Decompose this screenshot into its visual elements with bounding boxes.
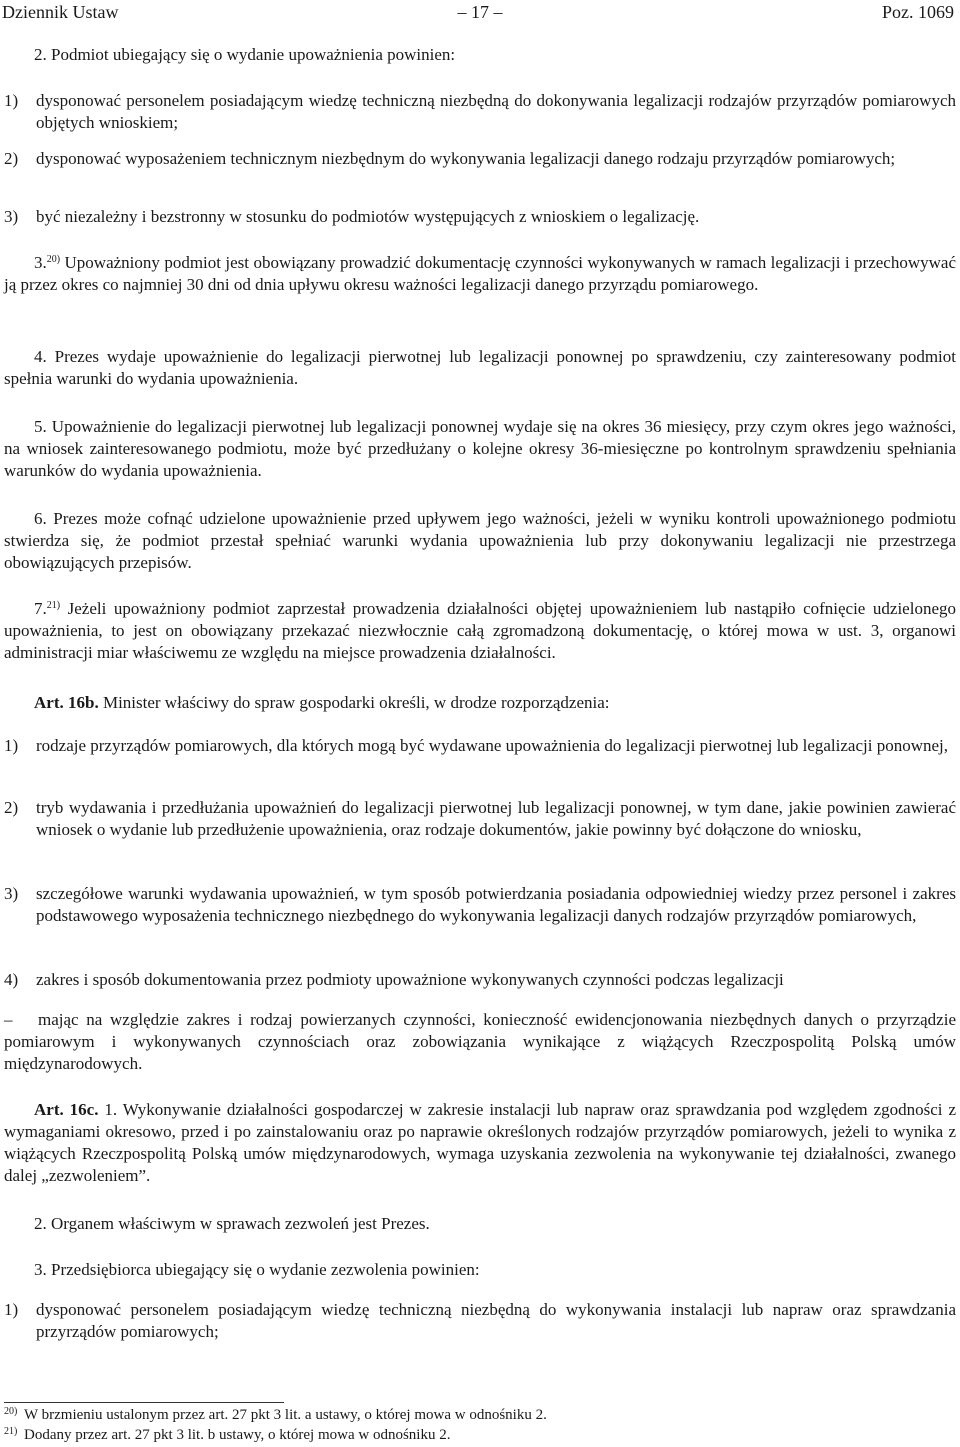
article-16b-heading: Art. 16b. <box>34 693 99 712</box>
list-item <box>4 969 956 991</box>
footnote-separator <box>4 1402 284 1403</box>
list-item <box>4 90 956 134</box>
list-item-number: 1) <box>4 1300 19 1319</box>
list-item-number: 1) <box>4 91 19 110</box>
article-16c-paragraph-2: 2. Organem właściwym w sprawach zezwoleń jest Prezes. <box>34 1214 430 1233</box>
list-item-text: rodzaje przyrządów pomiarowych, dla których mogą być wydawane upoważnienia do legalizacji pierwotnej lub legalizacji ponownej, <box>36 736 948 755</box>
footnote-ref-20: 20) <box>46 254 61 265</box>
list-item <box>4 883 956 927</box>
paragraph-6: 6. Prezes może cofnąć udzielone upoważnienie przed upływem jego ważności, jeżeli w wyniku kontroli upoważnionego podmiotu stwierdza się, że podmiot przestał spełniać warunki wydania upoważnienia lub przy dokonywaniu legalizacji nie przestrzega obowiązujących przepisów. <box>4 509 956 572</box>
footnote-text: Dodany przez art. 27 pkt 3 lit. b ustawy, o której mowa w odnośniku 2. <box>24 1427 451 1443</box>
paragraph-4: 4. Prezes wydaje upoważnienie do legalizacji pierwotnej lub legalizacji ponownej po sprawdzeniu, czy zainteresowany podmiot spełnia warunki do wydania upoważnienia. <box>4 347 956 388</box>
list-item-number: 2) <box>4 149 19 168</box>
paragraph-7-number: 7. <box>34 599 47 618</box>
article-16b-intro <box>4 692 956 714</box>
page-number: – 17 – <box>457 2 503 22</box>
paragraph-7 <box>4 598 956 664</box>
list-item-number: 2) <box>4 798 19 817</box>
position-number: Poz. 1069 <box>882 2 954 22</box>
list-item <box>4 735 956 757</box>
footnote-text: W brzmieniu ustalonym przez art. 27 pkt 3 lit. a ustawy, o której mowa w odnośniku 2. <box>24 1407 547 1423</box>
footnote: 20) W brzmieniu ustalonym przez art. 27 pkt 3 lit. a ustawy, o której mowa w odnośniku 2. <box>4 1406 547 1423</box>
list-item <box>4 797 956 841</box>
list-item-number: 3) <box>4 207 19 226</box>
list-item-text: być niezależny i bezstronny w stosunku do podmiotów występujących z wnioskiem o legalizację. <box>36 207 700 226</box>
list-item-number: 4) <box>4 970 19 989</box>
list-item-text: dysponować personelem posiadającym wiedzę techniczną niezbędną do dokonywania legalizacji rodzajów przyrządów pomiarowych objętych wnioskiem; <box>36 91 956 132</box>
article-16c-paragraph-1-text: 1. Wykonywanie działalności gospodarczej w zakresie instalacji lub napraw oraz sprawdzania pod względem zgodności z wymaganiami okresowo, przed i po zainstalowaniu oraz po naprawie określonych rodzajów przyrządów pomiarowych, jeżeli to wynika z wiążących Rzeczpospolitą Polską umów międzynarodowych, wymaga uzyskania zezwolenia na wykonywanie tej działalności, zwanego dalej „zezwoleniem”. <box>4 1100 956 1185</box>
list-item <box>4 148 956 170</box>
paragraph-5: 5. Upoważnienie do legalizacji pierwotnej lub legalizacji ponownej wydaje się na okres 36 miesięcy, przy czym okres jego ważności, na wniosek zainteresowanego podmiotu, może być przedłużany o kolejne okresy 36-miesięczne po kontrolnym sprawdzeniu spełniania warunków do wydania upoważnienia. <box>4 417 956 480</box>
paragraph-2: 2. Podmiot ubiegający się o wydanie upoważnienia powinien: <box>34 45 456 64</box>
article-16c-paragraph-1 <box>4 1099 956 1187</box>
page-header <box>0 0 960 26</box>
list-item <box>4 206 956 228</box>
article-16b-closing <box>4 1009 956 1075</box>
article-16c-paragraph-3: 3. Przedsiębiorca ubiegający się o wydanie zezwolenia powinien: <box>34 1260 480 1279</box>
footnote: 21) Dodany przez art. 27 pkt 3 lit. b ustawy, o której mowa w odnośniku 2. <box>4 1426 451 1443</box>
paragraph-3-number: 3. <box>34 253 47 272</box>
journal-title: Dziennik Ustaw <box>2 2 119 22</box>
list-item-text: dysponować personelem posiadającym wiedzę techniczną niezbędną do wykonywania instalacji lub napraw oraz sprawdzania przyrządów pomiarowych; <box>36 1300 956 1341</box>
list-item-text: szczegółowe warunki wydawania upoważnień, w tym sposób potwierdzania posiadania odpowiedniej wiedzy przez personel i zakres podstawowego wyposażenia technicznego niezbędnego do wykonywania legalizacji danych rodzajów przyrządów pomiarowych, <box>36 884 956 925</box>
list-item-number: 1) <box>4 736 19 755</box>
paragraph-3 <box>4 252 956 296</box>
list-item-text: zakres i sposób dokumentowania przez podmioty upoważnione wykonywanych czynności podczas legalizacji <box>36 970 784 989</box>
dash-mark: – <box>4 1010 13 1029</box>
article-16b-intro-text: Minister właściwy do spraw gospodarki określi, w drodze rozporządzenia: <box>98 693 610 712</box>
list-item-number: 3) <box>4 884 19 903</box>
paragraph-3-text: Upoważniony podmiot jest obowiązany prowadzić dokumentację czynności wykonywanych w ramach legalizacji i przechowywać ją przez okres co najmniej 30 dni od dnia upływu okresu ważności legalizacji danego przyrządu pomiarowego. <box>4 253 956 294</box>
article-16c-heading: Art. 16c. <box>34 1100 99 1119</box>
paragraph-7-text: Jeżeli upoważniony podmiot zaprzestał prowadzenia działalności objętej upoważnieniem lub nastąpiło cofnięcie udzielonego upoważnienia, to jest on obowiązany przekazać niezwłocznie całą zgromadzoną dokumentację, o której mowa w ust. 3, organowi administracji miar właściwemu ze względu na miejsce prowadzenia działalności. <box>4 599 956 662</box>
list-item-text: dysponować wyposażeniem technicznym niezbędnym do wykonywania legalizacji danego rodzaju przyrządów pomiarowych; <box>36 149 896 168</box>
article-16b-closing-text: mając na względzie zakres i rodzaj powierzanych czynności, konieczność ewidencjonowania niezbędnych danych o przyrządzie pomiarowym i wykonywanych czynnościach oraz zobowiązania wynikające z wiążących Rzeczpospolitą Polską umów międzynarodowych. <box>4 1010 956 1073</box>
footnote-ref-21: 21) <box>46 600 61 611</box>
list-item <box>4 1299 956 1343</box>
list-item-text: tryb wydawania i przedłużania upoważnień do legalizacji pierwotnej lub legalizacji ponownej, w tym dane, jakie powinien zawierać wniosek o wydanie lub przedłużenie upoważnienia, oraz rodzaje dokumentów, jakie powinny być dołączone do wniosku, <box>36 798 956 839</box>
